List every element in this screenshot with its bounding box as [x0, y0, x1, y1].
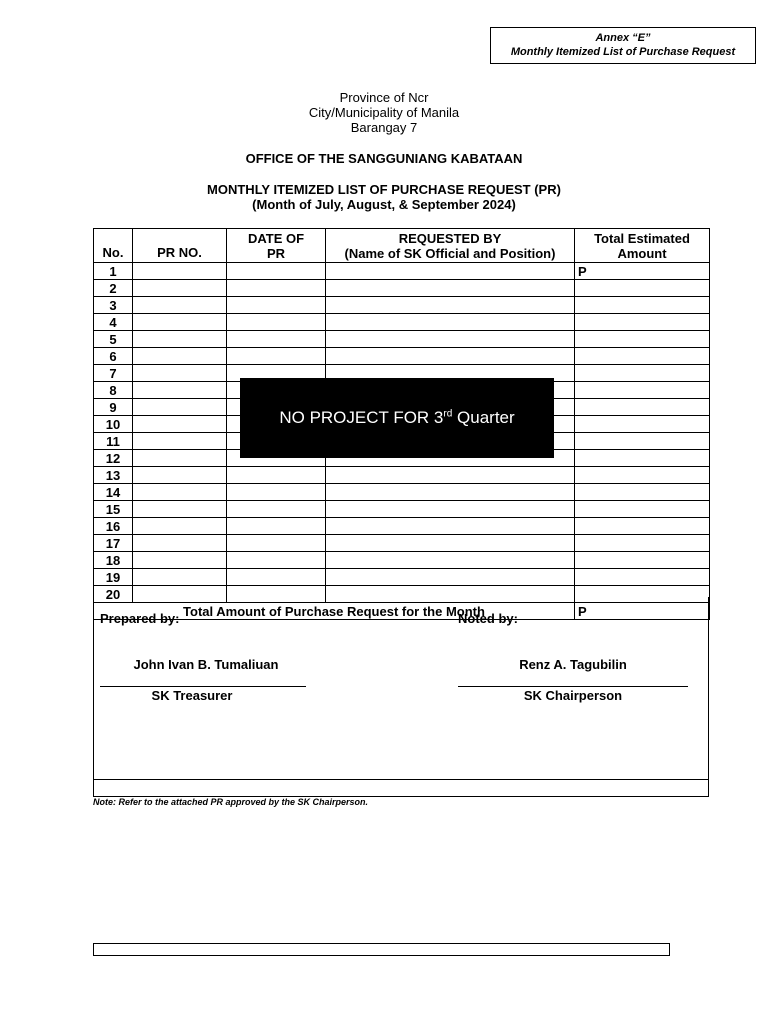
row-requested-by — [326, 314, 575, 331]
row-pr-no — [133, 314, 227, 331]
table-row — [94, 297, 710, 314]
row-amount — [575, 416, 710, 433]
row-requested-by — [326, 297, 575, 314]
row-date — [227, 569, 326, 586]
row-requested-by — [326, 348, 575, 365]
row-amount — [575, 467, 710, 484]
row-pr-no — [133, 569, 227, 586]
office-title: OFFICE OF THE SANGGUNIANG KABATAAN — [245, 151, 523, 166]
row-number: 11 — [94, 433, 133, 450]
row-requested-by — [326, 467, 575, 484]
province: Province of Ncr — [339, 90, 429, 105]
row-pr-no — [133, 467, 227, 484]
total-amount: P — [575, 603, 710, 620]
row-pr-no — [133, 416, 227, 433]
col-header-date-line1: DATE OF — [247, 230, 305, 246]
row-requested-by — [326, 518, 575, 535]
banner-text-main: NO PROJECT FOR 3 — [279, 408, 444, 427]
row-number: 8 — [94, 382, 133, 399]
banner-text — [279, 408, 514, 428]
row-number: 1 — [94, 263, 133, 280]
prepared-signature-line — [100, 686, 306, 687]
row-number: 16 — [94, 518, 133, 535]
signature-bottom-divider — [94, 779, 708, 780]
row-pr-no — [133, 450, 227, 467]
row-pr-no — [133, 297, 227, 314]
col-header-requested-by — [326, 229, 575, 263]
signature-section — [93, 597, 709, 797]
noted-position: SK Chairperson — [523, 688, 623, 703]
table-row — [94, 569, 710, 586]
table-row — [94, 314, 710, 331]
footnote: Note: Refer to the attached PR approved by the SK Chairperson. — [93, 797, 369, 807]
row-date — [227, 263, 326, 280]
row-requested-by — [326, 552, 575, 569]
row-amount — [575, 297, 710, 314]
annex-title: Monthly Itemized List of Purchase Request — [510, 46, 736, 58]
table-row — [94, 552, 710, 569]
row-requested-by — [326, 331, 575, 348]
row-number: 12 — [94, 450, 133, 467]
row-amount — [575, 382, 710, 399]
row-amount — [575, 535, 710, 552]
row-pr-no — [133, 433, 227, 450]
col-header-amount-line1: Total Estimated — [594, 230, 690, 246]
no-project-banner — [240, 378, 554, 458]
table-row — [94, 280, 710, 297]
row-pr-no — [133, 535, 227, 552]
row-number: 2 — [94, 280, 133, 297]
row-amount — [575, 484, 710, 501]
row-pr-no — [133, 484, 227, 501]
total-label: Total Amount of Purchase Request for the Month — [94, 603, 575, 620]
table-row — [94, 263, 710, 280]
row-date — [227, 280, 326, 297]
row-amount: P — [575, 263, 710, 280]
city: City/Municipality of Manila — [308, 105, 460, 120]
row-date — [227, 348, 326, 365]
row-amount — [575, 433, 710, 450]
noted-signature-line — [458, 686, 688, 687]
table-row — [94, 467, 710, 484]
row-number: 6 — [94, 348, 133, 365]
prepared-name: John Ivan B. Tumaliuan — [133, 657, 279, 672]
row-number: 20 — [94, 586, 133, 603]
row-number: 13 — [94, 467, 133, 484]
row-amount — [575, 314, 710, 331]
row-date — [227, 314, 326, 331]
col-header-amount-line2: Amount — [617, 245, 667, 261]
row-number: 3 — [94, 297, 133, 314]
location-header — [0, 90, 768, 135]
row-pr-no — [133, 552, 227, 569]
row-amount — [575, 331, 710, 348]
row-pr-no — [133, 501, 227, 518]
row-requested-by — [326, 569, 575, 586]
row-requested-by — [326, 280, 575, 297]
row-pr-no — [133, 365, 227, 382]
table-header-row — [94, 229, 710, 263]
row-amount — [575, 569, 710, 586]
row-amount — [575, 365, 710, 382]
row-amount — [575, 552, 710, 569]
col-header-amount — [575, 229, 710, 263]
row-amount — [575, 450, 710, 467]
row-number: 14 — [94, 484, 133, 501]
table-row — [94, 348, 710, 365]
row-amount — [575, 348, 710, 365]
col-header-requested-line1: REQUESTED BY — [398, 230, 502, 246]
row-number: 17 — [94, 535, 133, 552]
document-title — [0, 182, 768, 212]
row-pr-no — [133, 382, 227, 399]
row-number: 10 — [94, 416, 133, 433]
footer-box — [93, 943, 670, 956]
table-row — [94, 331, 710, 348]
prepared-position: SK Treasurer — [151, 688, 233, 703]
row-number: 19 — [94, 569, 133, 586]
table-row — [94, 518, 710, 535]
row-number: 5 — [94, 331, 133, 348]
col-header-requested-line2: (Name of SK Official and Position) — [344, 245, 556, 261]
row-pr-no — [133, 348, 227, 365]
row-pr-no — [133, 280, 227, 297]
row-pr-no — [133, 263, 227, 280]
row-number: 4 — [94, 314, 133, 331]
row-date — [227, 297, 326, 314]
row-date — [227, 535, 326, 552]
table-row — [94, 484, 710, 501]
row-date — [227, 484, 326, 501]
row-pr-no — [133, 399, 227, 416]
row-date — [227, 552, 326, 569]
row-number: 18 — [94, 552, 133, 569]
row-pr-no — [133, 518, 227, 535]
row-date — [227, 501, 326, 518]
annex-box — [490, 27, 756, 64]
row-date — [227, 467, 326, 484]
row-requested-by — [326, 501, 575, 518]
row-amount — [575, 399, 710, 416]
col-header-date-line2: PR — [266, 245, 286, 261]
document-title-line2: (Month of July, August, & September 2024) — [252, 197, 516, 212]
prepared-by-label: Prepared by: — [100, 611, 180, 626]
row-requested-by — [326, 535, 575, 552]
row-number: 15 — [94, 501, 133, 518]
row-pr-no — [133, 331, 227, 348]
annex-label: Annex “E” — [595, 32, 651, 44]
noted-by-label: Noted by: — [458, 611, 518, 626]
row-amount — [575, 501, 710, 518]
row-requested-by — [326, 263, 575, 280]
document-title-line1: MONTHLY ITEMIZED LIST OF PURCHASE REQUEST (PR) — [207, 182, 561, 197]
banner-text-end: Quarter — [452, 408, 515, 427]
col-header-pr-no: PR NO. — [133, 229, 227, 263]
row-requested-by — [326, 484, 575, 501]
table-row — [94, 501, 710, 518]
banner-superscript: rd — [443, 408, 453, 420]
table-row — [94, 535, 710, 552]
col-header-no: No. — [94, 229, 133, 263]
row-date — [227, 331, 326, 348]
row-number: 7 — [94, 365, 133, 382]
row-date — [227, 518, 326, 535]
row-number: 9 — [94, 399, 133, 416]
row-amount — [575, 518, 710, 535]
row-amount — [575, 280, 710, 297]
noted-name: Renz A. Tagubilin — [519, 657, 627, 672]
barangay: Barangay 7 — [350, 120, 418, 135]
col-header-date — [227, 229, 326, 263]
